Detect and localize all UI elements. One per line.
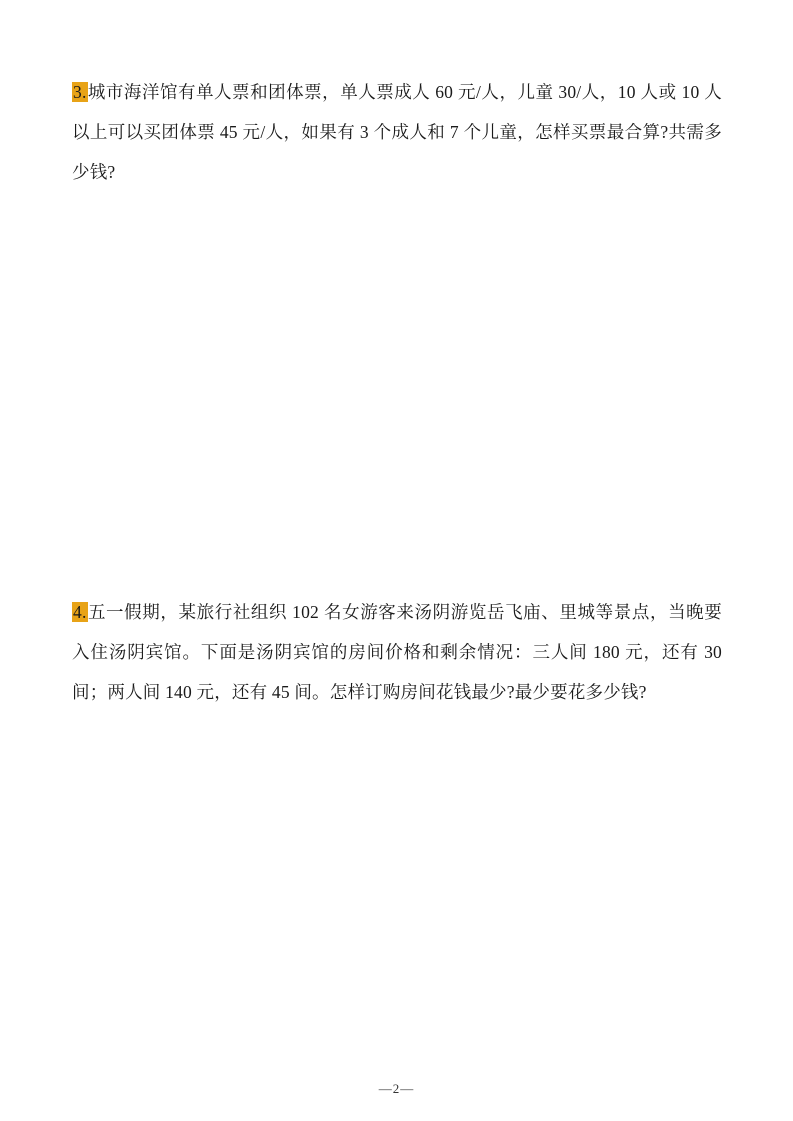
problem-item xyxy=(72,72,722,192)
problem-text: 五一假期，某旅行社组织 102 名女游客来汤阴游览岳飞庙、里城等景点，当晚要入住汤阴宾馆。下面是汤阴宾馆的房间价格和剩余情况：三人间 180 元，还有 30 间；两人间 140 元，还有 45 间。怎样订购房间花钱最少?最少要花多少钱? xyxy=(72,602,722,702)
problem-text: 城市海洋馆有单人票和团体票，单人票成人 60 元/人，儿童 30/人，10 人或 10 人以上可以买团体票 45 元/人，如果有 3 个成人和 7 个儿童，怎样买票最合算?共需多少钱? xyxy=(72,82,722,182)
answer-space xyxy=(72,192,722,592)
problem-item xyxy=(72,592,722,712)
problem-number: 3. xyxy=(73,82,87,102)
page-content xyxy=(72,72,722,1042)
answer-space xyxy=(72,712,722,1042)
problem-number: 4. xyxy=(73,602,87,622)
page-number: —2— xyxy=(378,1081,415,1096)
